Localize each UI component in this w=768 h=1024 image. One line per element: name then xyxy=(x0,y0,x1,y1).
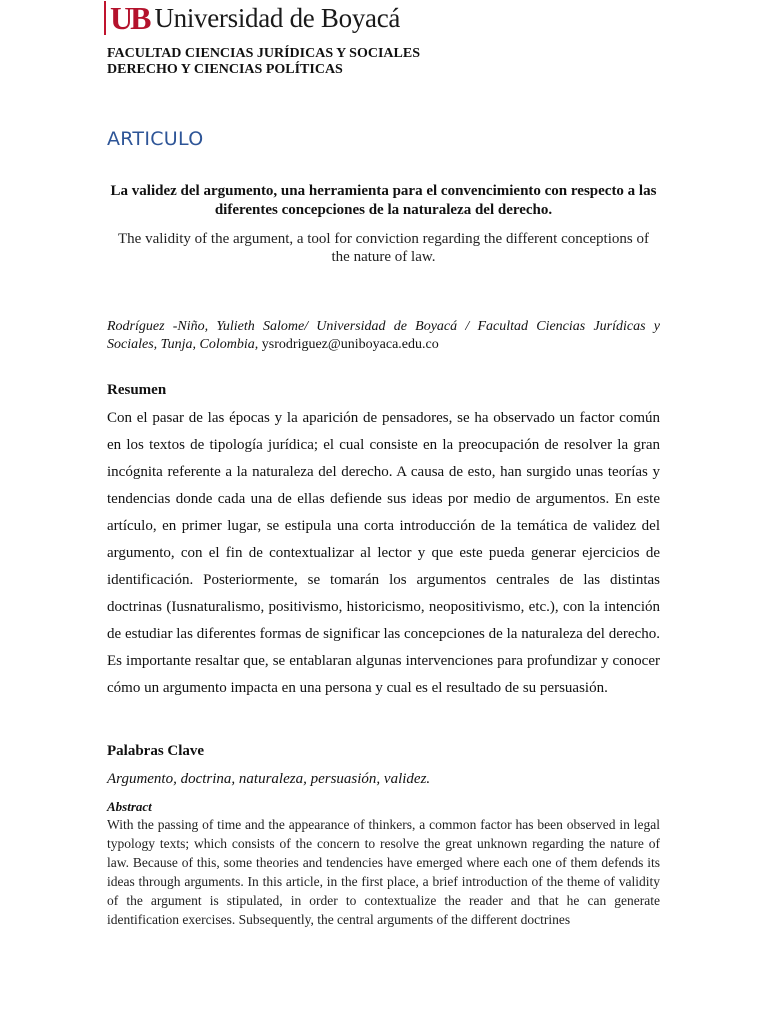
abstract-body: With the passing of time and the appearance of thinkers, a common factor has been observed in legal typology texts; which consists of the concern to resolve the great unknown regarding the nature of law. Because of this, some theories and tendencies have emerged where each one of them defends its ideas through arguments. In this article, in the first place, a brief introduction of the theme of validity of the argument is stipulated, in order to contextualize the reader and that he can generate identification exercises. Subsequently, the central arguments of the different doctrines xyxy=(107,817,660,927)
author-line: Rodríguez -Niño, Yulieth Salome/ Universidad de Boyacá / Facultad Ciencias Jurídicas y Sociales, Tunja, Colombia, xyxy=(107,319,660,352)
author-affiliation xyxy=(107,318,660,354)
logo-text: Universidad de Boyacá xyxy=(154,3,401,33)
abstract-heading: Abstract xyxy=(107,799,152,814)
faculty-line-1: FACULTAD CIENCIAS JURÍDICAS Y SOCIALES xyxy=(107,46,420,61)
faculty-header xyxy=(107,46,420,78)
logo-mark: UB xyxy=(110,0,149,36)
author-email[interactable]: ysrodriguez@uniboyaca.edu.co xyxy=(261,337,439,352)
university-logo xyxy=(104,0,400,36)
logo-accent-bar xyxy=(104,1,106,35)
resumen-body: Con el pasar de las épocas y la aparición de pensadores, se ha observado un factor común en los textos de tipología jurídica; el cual consiste en la preocupación de resolver la gran incógnita referente a la naturaleza del derecho. A causa de esto, han surgido unas teorías y tendencias donde cada una de ellas defiende sus ideas por medio de argumentos. En este artículo, en primer lugar, se estipula una corta introducción de la temática de validez del argumento, con el fin de contextualizar al lector y que este pueda generar ejercicios de identificación. Posteriormente, se tomarán los argumentos centrales de las distintas doctrinas (Iusnaturalismo, positivismo, historicismo, neopositivismo, etc.), con la intención de estudiar las diferentes formas de significar las concepciones de la naturaleza del derecho. Es importante resaltar que, se entablaran algunas intervenciones para profundizar y conocer cómo un argumento impacta en una persona y cual es el resultado de su persuasión. xyxy=(107,410,660,696)
faculty-line-2: DERECHO Y CIENCIAS POLÍTICAS xyxy=(107,62,343,77)
resumen-heading: Resumen xyxy=(107,382,167,398)
keywords-body: Argumento, doctrina, naturaleza, persuasión, validez. xyxy=(107,771,431,787)
keywords-heading: Palabras Clave xyxy=(107,743,205,759)
section-title: ARTICULO xyxy=(107,128,204,150)
article-title-english: The validity of the argument, a tool for conviction regarding the different conceptions of the nature of law. xyxy=(118,231,649,265)
article-title-spanish: La validez del argumento, una herramienta para el convencimiento con respecto a las diferentes concepciones de la naturaleza del derecho. xyxy=(110,183,657,218)
